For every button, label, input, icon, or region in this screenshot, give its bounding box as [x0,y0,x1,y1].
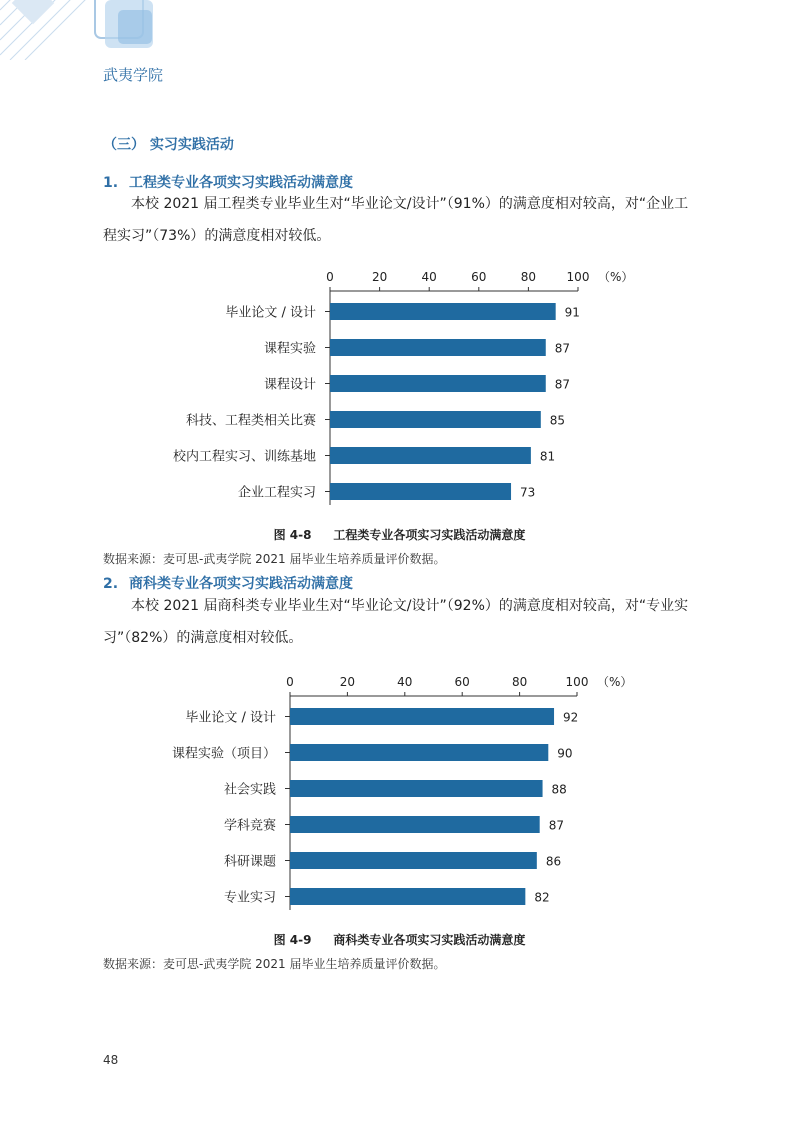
data-label: 92 [563,710,579,725]
bar [290,816,540,833]
x-axis-unit: （%） [598,270,634,284]
x-tick-label: 0 [326,270,334,284]
category-label: 学科竞赛 [223,818,276,834]
subsection-1-paragraph: 本校 2021 届工程类专业毕业生对“毕业论文/设计”（91%）的满意度相对较高，对“企业工程实习”（73%）的满意度相对较低。 [103,196,689,244]
bar [290,780,543,797]
chart-business [0,660,799,910]
category-label: 课程实验（项目） [171,746,276,762]
data-label: 85 [549,413,566,428]
subsection-2-number: 2. [103,576,119,592]
bar [330,411,541,428]
bar [290,852,537,869]
x-tick-label: 100 [565,675,589,689]
bar [290,744,548,761]
x-tick-label: 20 [371,270,388,284]
section-title: （三） 实习实践活动 [103,137,234,153]
category-label: 毕业论文 / 设计 [185,710,276,726]
category-label: 企业工程实习 [237,485,316,501]
category-label: 毕业论文 / 设计 [225,305,316,321]
x-tick-label: 40 [421,270,437,284]
category-label: 课程实验 [263,341,316,357]
bar [330,375,546,392]
figure-4-8-caption [0,526,799,543]
data-label: 86 [545,854,562,869]
subsection-2-paragraph: 本校 2021 届商科类专业毕业生对“毕业论文/设计”（92%）的满意度相对较高，对“专业实习”（82%）的满意度相对较低。 [103,598,689,646]
category-label: 专业实习 [223,890,276,906]
chart-engineering [0,255,799,505]
header-title: 武夷学院 [103,66,164,84]
data-label: 87 [548,818,564,833]
figure-4-9-caption [0,931,799,948]
x-tick-label: 20 [339,675,356,689]
x-tick-label: 100 [566,270,590,284]
subsection-2-text: 商科类专业各项实习实践活动满意度 [129,576,353,592]
figure-4-8-title: 工程类专业各项实习实践活动满意度 [333,528,526,542]
x-tick-label: 80 [511,675,528,689]
x-tick-label: 60 [454,675,470,689]
bar [330,483,511,500]
bar [330,447,531,464]
bar [290,888,525,905]
subsection-1-number: 1. [103,175,119,191]
data-label: 91 [564,305,580,320]
x-tick-label: 0 [286,675,294,689]
corner-decoration [0,0,180,60]
bar [330,303,556,320]
category-label: 社会实践 [223,782,276,798]
x-tick-label: 60 [471,270,487,284]
data-label: 82 [534,890,550,905]
bar [330,339,546,356]
x-axis-unit: （%） [597,675,633,689]
page-number: 48 [103,1053,119,1067]
bar [290,708,554,725]
figure-4-9-title: 商科类专业各项实习实践活动满意度 [333,933,526,947]
data-label: 73 [520,485,536,500]
figure-4-8-number: 图 4-8 [273,528,312,542]
figure-4-8-source: 数据来源：麦可思-武夷学院 2021 届毕业生培养质量评价数据。 [103,552,446,566]
data-label: 87 [554,341,571,356]
figure-4-9-source: 数据来源：麦可思-武夷学院 2021 届毕业生培养质量评价数据。 [103,957,446,971]
category-label: 校内工程实习、训练基地 [172,449,316,465]
category-label: 课程设计 [263,377,316,393]
subsection-1-text: 工程类专业各项实习实践活动满意度 [129,175,353,191]
data-label: 87 [554,377,571,392]
data-label: 90 [557,746,573,761]
category-label: 科技、工程类相关比赛 [185,413,316,429]
x-tick-label: 80 [520,270,537,284]
category-label: 科研课题 [223,854,276,870]
data-label: 81 [539,449,556,464]
figure-4-9-number: 图 4-9 [273,933,312,947]
data-label: 88 [551,782,567,797]
x-tick-label: 40 [397,675,413,689]
